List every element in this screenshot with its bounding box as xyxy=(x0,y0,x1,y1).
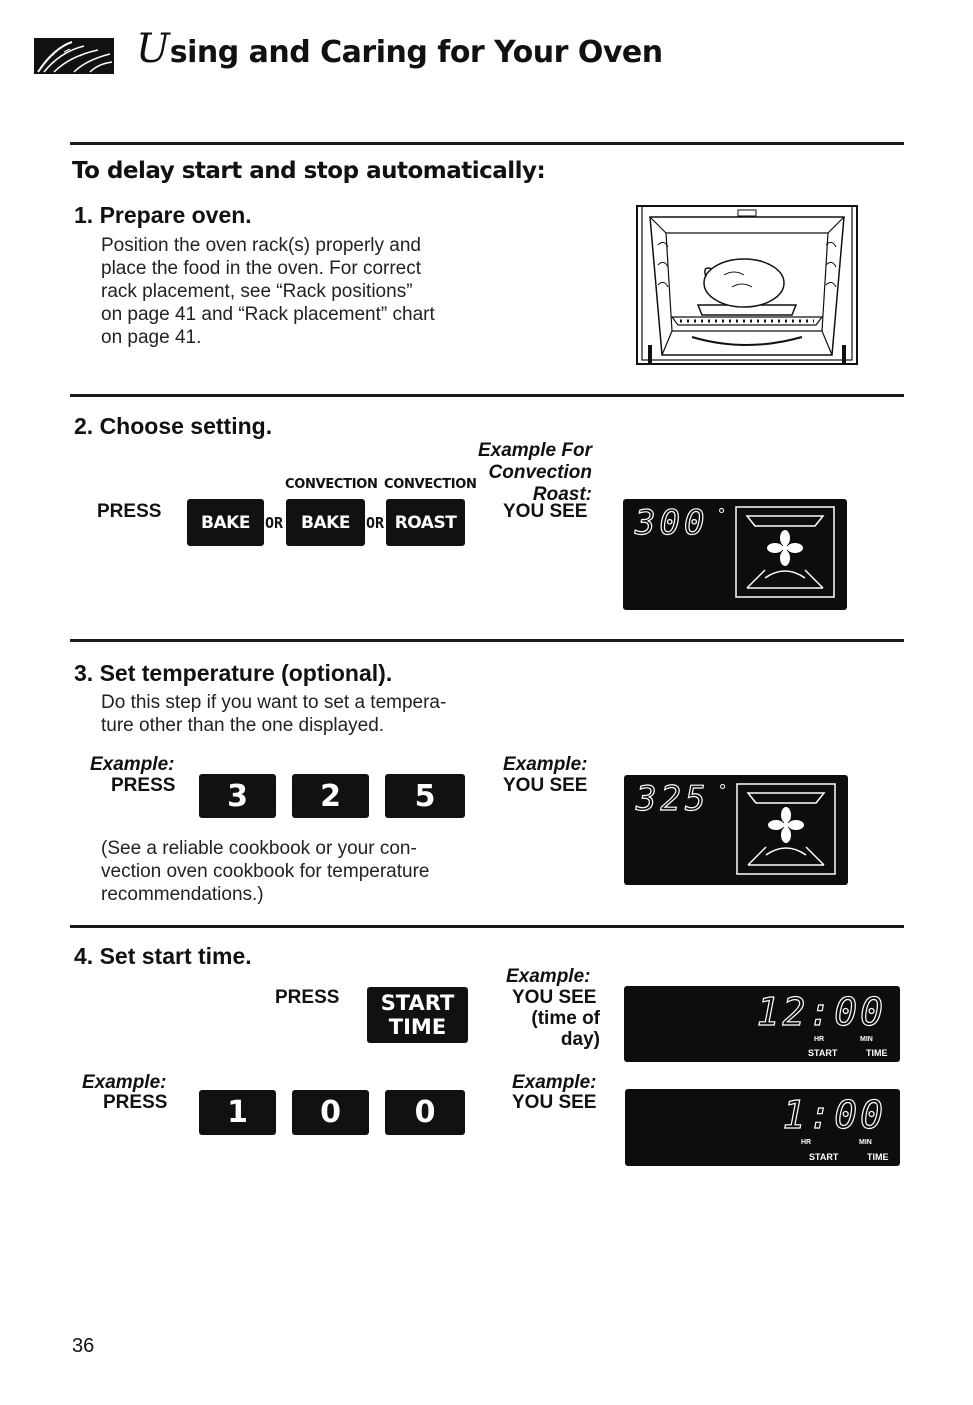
body-line: Do this step if you want to set a tempera- xyxy=(101,692,447,713)
divider xyxy=(70,925,904,928)
oven-display xyxy=(624,775,848,885)
you-see-label: YOU SEE xyxy=(503,775,588,796)
note-line: vection oven cookbook for temperature xyxy=(101,861,430,882)
title-rest: sing and Caring for Your Oven xyxy=(169,35,663,70)
label-line: day) xyxy=(560,1029,600,1050)
page-title xyxy=(136,26,663,72)
example-label: Example: xyxy=(503,754,588,775)
oven-display xyxy=(623,499,847,610)
example-label: Example: xyxy=(512,1072,597,1093)
key-caption: CONVECTION xyxy=(384,477,477,492)
example-line: Roast: xyxy=(532,484,592,505)
example-label: Example: xyxy=(90,754,175,775)
time-indicator: TIME xyxy=(866,1048,888,1058)
note-line: (See a reliable cookbook or your con- xyxy=(101,838,417,859)
note-line: recommendations.) xyxy=(101,884,264,905)
hr-label: HR xyxy=(801,1139,812,1146)
body-line: on page 41 and “Rack placement” chart xyxy=(101,304,435,325)
digit-5-button[interactable]: 5 xyxy=(385,774,465,818)
body-line: on page 41. xyxy=(101,327,202,348)
convection-fan-icon xyxy=(735,506,835,598)
step1-title: 1. Prepare oven. xyxy=(74,202,252,228)
display-time: 12:00 xyxy=(756,990,886,1034)
press-label: PRESS xyxy=(103,1092,168,1113)
section-title: To delay start and stop automatically: xyxy=(72,158,546,184)
step3-body xyxy=(101,691,501,737)
min-label: MIN xyxy=(860,1036,873,1043)
or-text: OR xyxy=(265,514,284,532)
clock-display xyxy=(624,986,900,1062)
convection-bake-button[interactable]: BAKE xyxy=(286,499,365,546)
start-indicator: START xyxy=(809,1152,839,1162)
digit-0-button[interactable]: 0 xyxy=(292,1090,369,1135)
body-line: Position the oven rack(s) properly and xyxy=(101,235,421,256)
example-line: Example For xyxy=(477,440,592,461)
page-number: 36 xyxy=(72,1335,95,1357)
key-line: START xyxy=(380,991,455,1015)
bake-button[interactable]: BAKE xyxy=(187,499,264,546)
display-temperature: 300 xyxy=(635,503,709,543)
body-line: rack placement, see “Rack positions” xyxy=(101,281,413,302)
label-line: (time of xyxy=(531,1008,600,1029)
body-line: place the food in the oven. For correct xyxy=(101,258,422,279)
start-indicator: START xyxy=(808,1048,838,1058)
time-indicator: TIME xyxy=(867,1152,889,1162)
oven-with-roast-illustration xyxy=(636,205,858,365)
min-label: MIN xyxy=(859,1139,872,1146)
step4-title: 4. Set start time. xyxy=(74,943,252,969)
convection-roast-button[interactable]: ROAST xyxy=(386,499,465,546)
example-line: Convection xyxy=(488,462,592,483)
example-label: Example: xyxy=(506,966,591,987)
digit-3-button[interactable]: 3 xyxy=(199,774,276,818)
convection-fan-icon xyxy=(736,783,836,875)
step3-note xyxy=(101,837,501,906)
example-label xyxy=(472,440,592,506)
or-text: OR xyxy=(366,514,385,532)
step3-title: 3. Set temperature (optional). xyxy=(74,660,393,686)
you-see-label: YOU SEE xyxy=(512,1092,597,1113)
grass-leaf-icon xyxy=(34,38,114,74)
digit-2-button[interactable]: 2 xyxy=(292,774,369,818)
time-of-day-label xyxy=(500,1008,600,1050)
display-temperature: 325 xyxy=(636,779,710,819)
divider xyxy=(70,639,904,642)
start-time-button[interactable] xyxy=(367,987,468,1043)
example-label: Example: xyxy=(82,1072,167,1093)
divider xyxy=(70,142,904,145)
step2-title: 2. Choose setting. xyxy=(74,413,273,439)
step1-body xyxy=(101,234,501,349)
display-time: 1:00 xyxy=(782,1093,886,1137)
divider xyxy=(70,394,904,397)
you-see-label: YOU SEE xyxy=(503,501,588,522)
digit-1-button[interactable]: 1 xyxy=(199,1090,276,1135)
key-caption: CONVECTION xyxy=(285,477,378,492)
press-label: PRESS xyxy=(275,987,340,1008)
hr-label: HR xyxy=(814,1036,825,1043)
you-see-label: YOU SEE xyxy=(512,987,597,1008)
digit-0-button[interactable]: 0 xyxy=(385,1090,465,1135)
clock-display xyxy=(625,1089,900,1166)
degree-symbol: ° xyxy=(718,505,726,525)
title-initial: U xyxy=(136,26,170,72)
press-label: PRESS xyxy=(97,501,162,522)
key-line: TIME xyxy=(388,1015,447,1039)
body-line: ture other than the one displayed. xyxy=(101,715,385,736)
degree-symbol: ° xyxy=(719,781,727,801)
press-label: PRESS xyxy=(111,775,176,796)
